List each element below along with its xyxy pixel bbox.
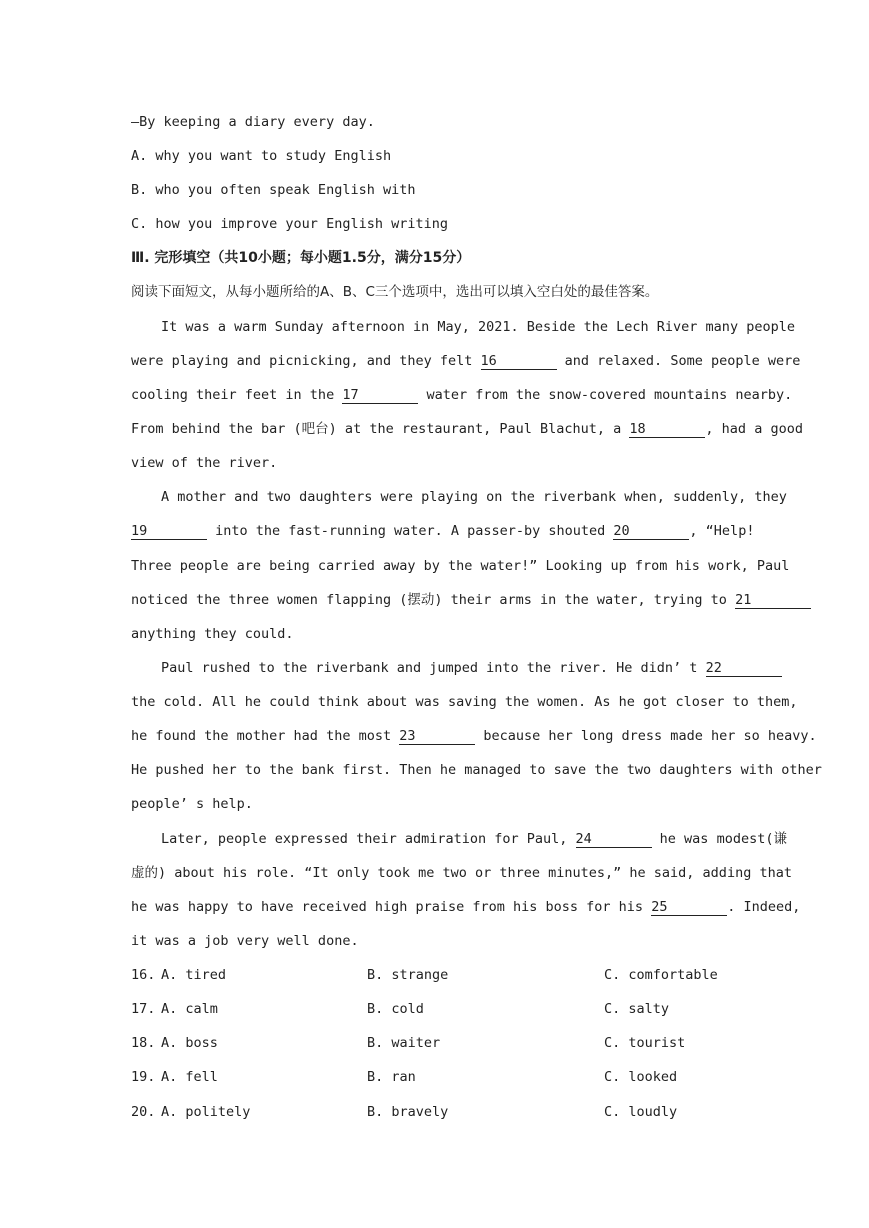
p2-line2 [131,521,755,541]
blank-19: 19 [131,523,207,540]
text: water from the snow-covered mountains nearby. [426,387,793,403]
question-number: 19. [131,1069,156,1085]
option-b: B. who you often speak English with [131,182,416,198]
p4-line4: it was a job very well done. [131,933,359,949]
choice-c: C. tourist [604,1035,686,1051]
p3-line3 [131,726,817,746]
text: , had a good [705,421,803,437]
option-a: A. why you want to study English [131,148,392,164]
p3-line4: He pushed her to the bank first. Then he managed to save the two daughters with other [131,762,822,778]
text: because her long dress made her so heavy. [483,728,817,744]
text: . Indeed, [727,899,801,915]
p2-line5: anything they could. [131,626,294,642]
text: Paul rushed to the riverbank and jumped into the river. He didn’ t [161,660,698,676]
text: he was modest(谦 [659,831,787,847]
text: were playing and picnicking, and they felt [131,353,473,369]
choice-b: B. ran [367,1069,416,1085]
choice-a: A. tired [161,967,227,983]
blank-16: 16 [481,353,557,370]
text: he found the mother had the most [131,728,392,744]
choice-a: A. politely [161,1104,251,1120]
text: noticed the three women flapping (摆动) their arms in the water, trying to [131,592,727,608]
text: he was happy to have received high praise from his boss for his [131,899,644,915]
text: Later, people expressed their admiration for Paul, [161,831,568,847]
choice-b: B. strange [367,967,449,983]
option-c: C. how you improve your English writing [131,216,448,232]
p2-line4 [131,590,752,610]
blank-25: 25 [651,899,727,916]
text: and relaxed. Some people were [564,353,801,369]
question-number: 16. [131,967,156,983]
text: cooling their feet in the [131,387,335,403]
blank-24: 24 [576,831,652,848]
p3-line5: people’ s help. [131,796,253,812]
blank-18: 18 [629,421,705,438]
choice-b: B. cold [367,1001,424,1017]
blank-20: 20 [613,523,689,540]
blank-23: 23 [399,728,475,745]
p4-line1 [161,829,787,849]
blank-17: 17 [342,387,418,404]
section-instruction: 阅读下面短文，从每小题所给的A、B、C三个选项中，选出可以填入空白处的最佳答案。 [131,284,659,300]
p1-line3 [131,385,793,405]
blank-22: 22 [706,660,782,677]
blank-21: 21 [735,592,811,609]
choice-c: C. comfortable [604,967,718,983]
text: From behind the bar (吧台) at the restaurant, Paul Blachut, a [131,421,622,437]
p4-line2: 虚的) about his role. “It only took me two or three minutes,” he said, adding that [131,865,792,881]
choice-c: C. loudly [604,1104,678,1120]
p1-line5: view of the river. [131,455,278,471]
choice-b: B. bravely [367,1104,449,1120]
p2-line1: A mother and two daughters were playing on the riverbank when, suddenly, they [161,489,787,505]
text: into the fast-running water. A passer-by shouted [215,523,606,539]
choice-c: C. looked [604,1069,678,1085]
choice-a: A. boss [161,1035,218,1051]
choice-a: A. calm [161,1001,218,1017]
choice-b: B. waiter [367,1035,441,1051]
question-number: 18. [131,1035,156,1051]
section-title: Ⅲ. 完形填空（共10小题；每小题1.5分，满分15分） [131,250,471,266]
text: , “Help! [689,523,755,539]
p3-line2: the cold. All he could think about was saving the women. As he got closer to them, [131,694,798,710]
question-number: 20. [131,1104,156,1120]
choice-a: A. fell [161,1069,218,1085]
choice-c: C. salty [604,1001,670,1017]
answer-line: —By keeping a diary every day. [131,114,375,130]
question-number: 17. [131,1001,156,1017]
p2-line3: Three people are being carried away by the water!” Looking up from his work, Paul [131,558,790,574]
p1-line1: It was a warm Sunday afternoon in May, 2021. Beside the Lech River many people [161,319,795,335]
p3-line1 [161,658,737,678]
p1-line4 [131,419,803,439]
p4-line3 [131,897,801,917]
p1-line2 [131,351,801,371]
